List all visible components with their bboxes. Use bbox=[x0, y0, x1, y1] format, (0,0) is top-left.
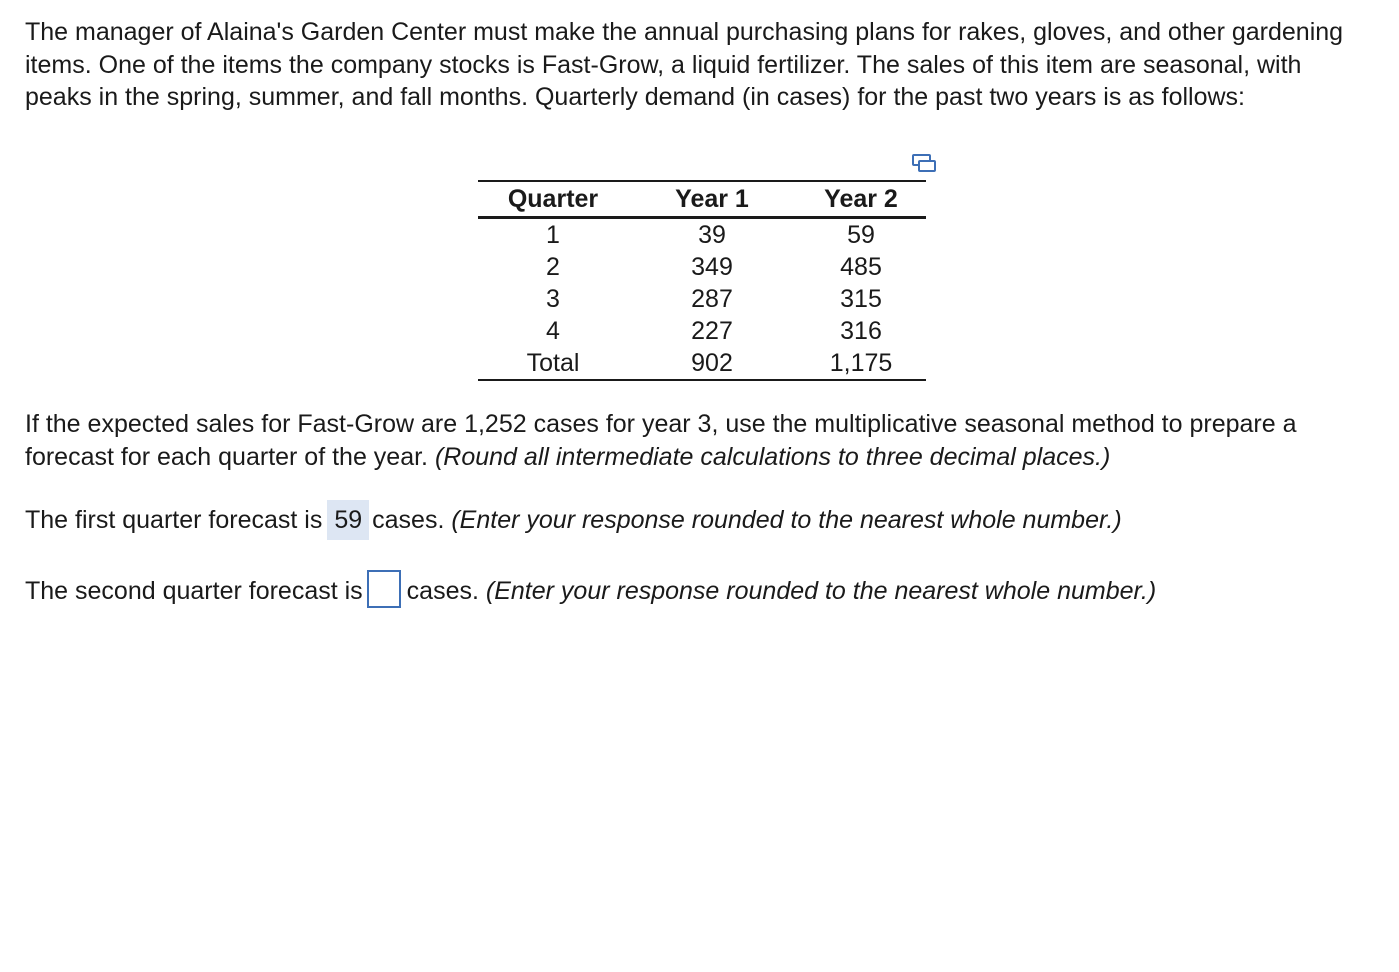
table-row bbox=[478, 218, 926, 252]
cell-total-year-1: 902 bbox=[691, 349, 733, 377]
cell-year-1: 39 bbox=[698, 221, 726, 249]
answer2-suffix: cases. bbox=[406, 577, 479, 605]
cell-quarter: 2 bbox=[546, 253, 560, 281]
table-row bbox=[478, 251, 926, 283]
answer2-prefix: The second quarter forecast is bbox=[25, 577, 363, 605]
cell-year-2: 485 bbox=[840, 253, 882, 281]
header-quarter: Quarter bbox=[507, 184, 599, 213]
copy-data-icon[interactable] bbox=[910, 152, 937, 174]
table-row bbox=[478, 315, 926, 347]
answer1-prefix: The first quarter forecast is bbox=[25, 506, 323, 534]
answer2-instruction: (Enter your response rounded to the nearest whole number.) bbox=[485, 577, 1157, 605]
table-row bbox=[478, 283, 926, 315]
cell-quarter: 1 bbox=[546, 221, 560, 249]
first-quarter-answer[interactable]: 59 bbox=[327, 500, 369, 540]
question-body: If the expected sales for Fast-Grow are 1,252 cases for year 3, use the multiplicative seasonal method to prepare a forecast for each quarter of the year. bbox=[25, 410, 1297, 471]
answer1-suffix: cases. bbox=[372, 506, 445, 534]
answer1-instruction: (Enter your response rounded to the nearest whole number.) bbox=[451, 506, 1122, 534]
header-year-1: Year 1 bbox=[675, 184, 749, 213]
first-quarter-answer-line bbox=[25, 500, 1122, 540]
demand-table bbox=[478, 180, 926, 381]
table-header-row bbox=[478, 181, 926, 218]
cell-total-year-2: 1,175 bbox=[829, 349, 893, 377]
cell-quarter: 3 bbox=[546, 285, 560, 313]
cell-year-1: 349 bbox=[691, 253, 733, 281]
question-note: (Round all intermediate calculations to three decimal places.) bbox=[434, 442, 1111, 471]
cell-year-1: 287 bbox=[691, 285, 733, 313]
header-year-2: Year 2 bbox=[824, 184, 898, 213]
table-total-row bbox=[478, 347, 926, 380]
second-quarter-input[interactable] bbox=[367, 570, 401, 608]
cell-year-2: 315 bbox=[840, 285, 882, 313]
cell-year-2: 316 bbox=[840, 317, 882, 345]
second-quarter-answer-line bbox=[25, 571, 1156, 611]
cell-year-1: 227 bbox=[691, 317, 733, 345]
cell-quarter: 4 bbox=[546, 317, 560, 345]
problem-intro: The manager of Alaina's Garden Center must make the annual purchasing plans for rakes, gloves, and other gardening items. One of the items the company stocks is Fast-Grow, a liquid fertilizer. The sales of this item are seasonal, with peaks in the spring, summer, and fall months. Quarterly demand (in cases) for the past two years is as follows: bbox=[25, 18, 1344, 111]
question-text bbox=[25, 408, 1370, 473]
cell-total-label: Total bbox=[526, 349, 580, 377]
cell-year-2: 59 bbox=[847, 221, 875, 249]
